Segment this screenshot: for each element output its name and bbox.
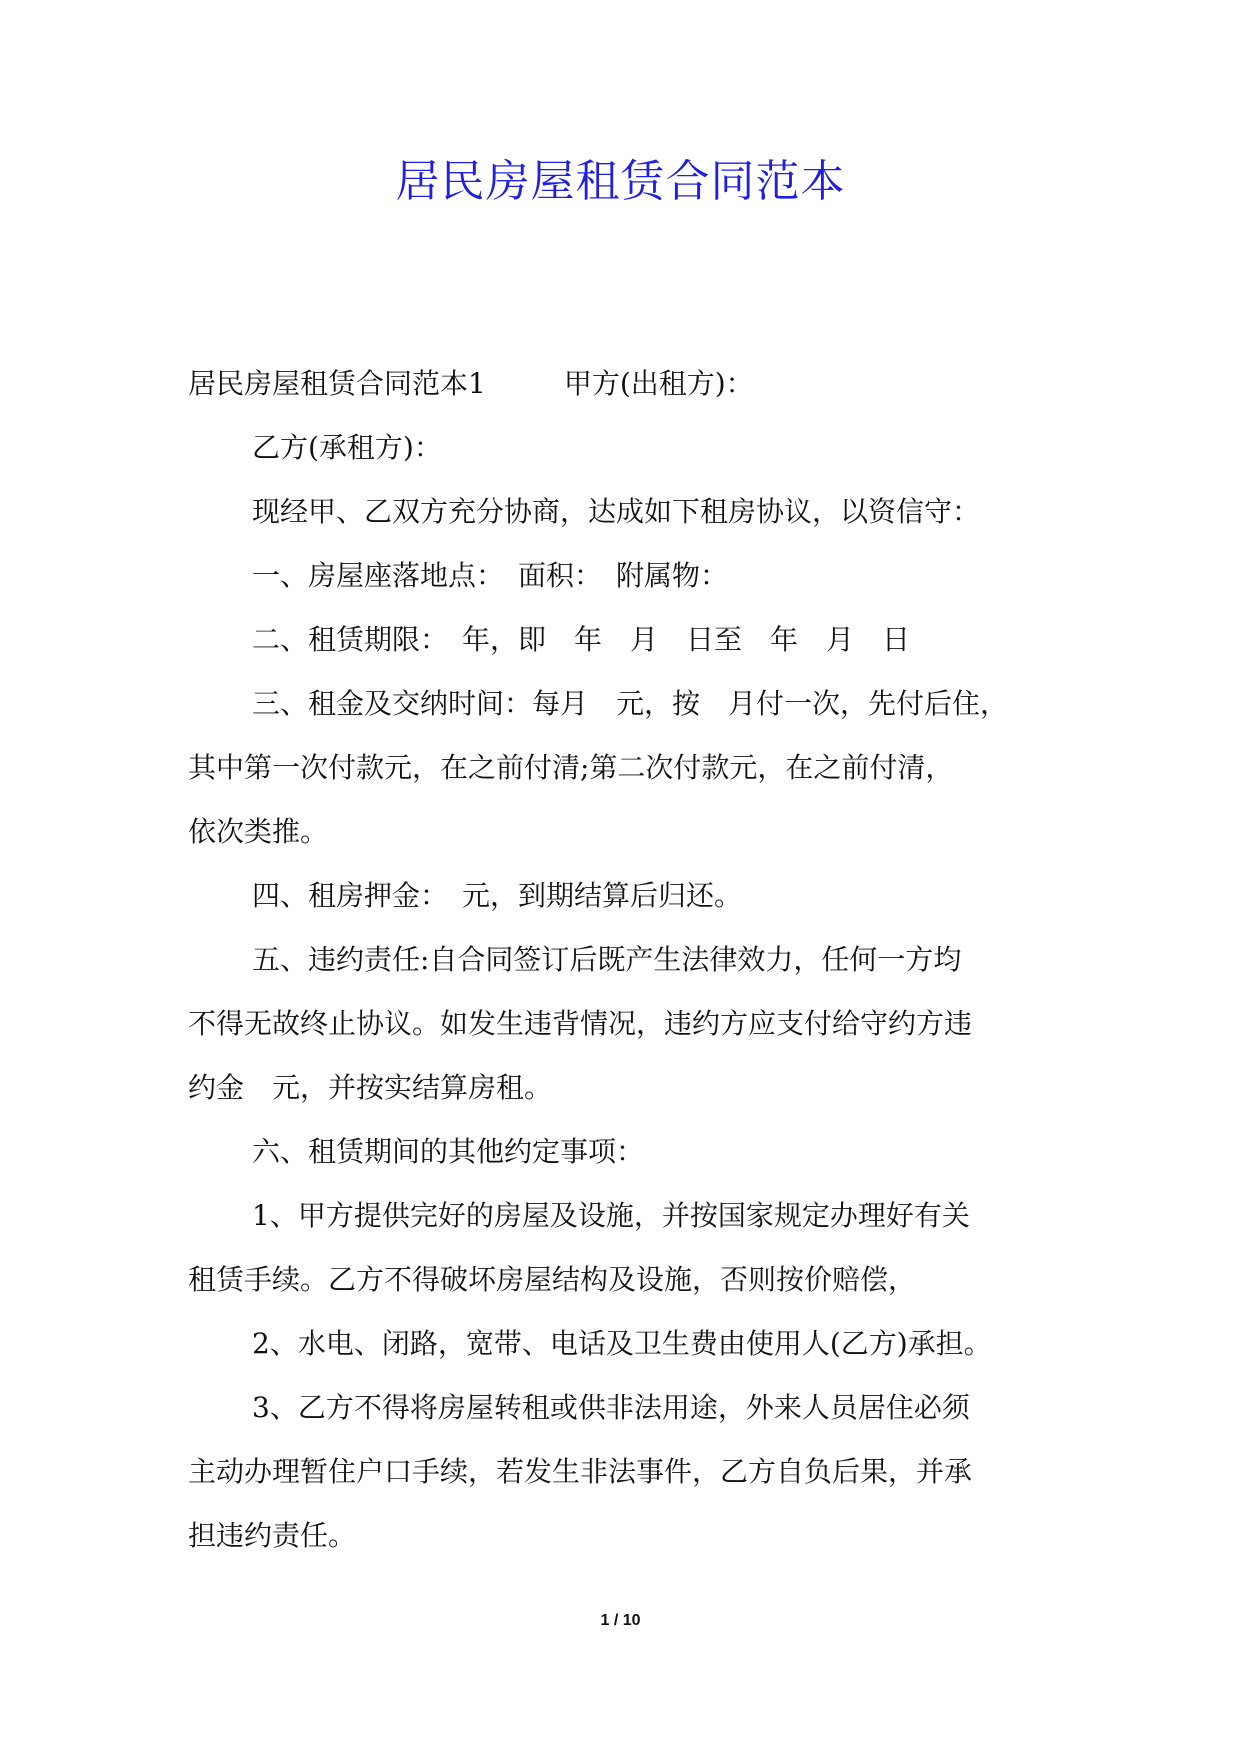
party-b-label: 乙方(承租方)：	[252, 431, 442, 464]
party-a-label: 甲方(出租方)：	[563, 367, 754, 400]
heading-line	[188, 352, 1058, 416]
contract-heading: 居民房屋租赁合同范本1	[188, 367, 486, 400]
clause-5-liability-cont: 不得无故终止协议。如发生违背情况，违约方应支付给守约方违	[188, 1007, 973, 1040]
item-3: 3、乙方不得将房屋转租或供非法用途，外来人员居住必须	[252, 1391, 970, 1424]
clause-5-liability: 五、违约责任:自合同签订后既产生法律效力，任何一方均	[252, 943, 962, 976]
item-1: 1、甲方提供完好的房屋及设施，并按国家规定办理好有关	[252, 1199, 970, 1232]
clause-2-term: 二、租赁期限： 年，即 年 月 日至 年 月 日	[252, 623, 911, 656]
clause-3-rent-end: 依次类推。	[188, 815, 329, 848]
clause-3-rent: 三、租金及交纳时间：每月 元，按 月付一次，先付后住，	[252, 687, 1009, 720]
item-3-end: 担违约责任。	[188, 1519, 357, 1552]
agreement-intro: 现经甲、乙双方充分协商，达成如下租房协议，以资信守：	[252, 495, 981, 528]
item-1-cont: 租赁手续。乙方不得破坏房屋结构及设施，否则按价赔偿，	[188, 1263, 917, 1296]
clause-1-location: 一、房屋座落地点： 面积： 附属物：	[252, 559, 729, 592]
clause-3-rent-cont: 其中第一次付款元，在之前付清;第二次付款元，在之前付清，	[188, 751, 954, 784]
item-2: 2、水电、闭路，宽带、电话及卫生费由使用人(乙方)承担。	[252, 1327, 992, 1360]
clause-4-deposit: 四、租房押金： 元，到期结算后归还。	[252, 879, 743, 912]
clause-5-liability-end: 约金 元，并按实结算房租。	[188, 1071, 553, 1104]
item-3-cont: 主动办理暂住户口手续，若发生非法事件，乙方自负后果，并承	[188, 1455, 973, 1488]
document-title: 居民房屋租赁合同范本	[395, 156, 846, 207]
document-body	[188, 352, 1058, 1568]
clause-6-other: 六、租赁期间的其他约定事项：	[252, 1135, 645, 1168]
page-number: 1 / 10	[600, 1612, 641, 1629]
